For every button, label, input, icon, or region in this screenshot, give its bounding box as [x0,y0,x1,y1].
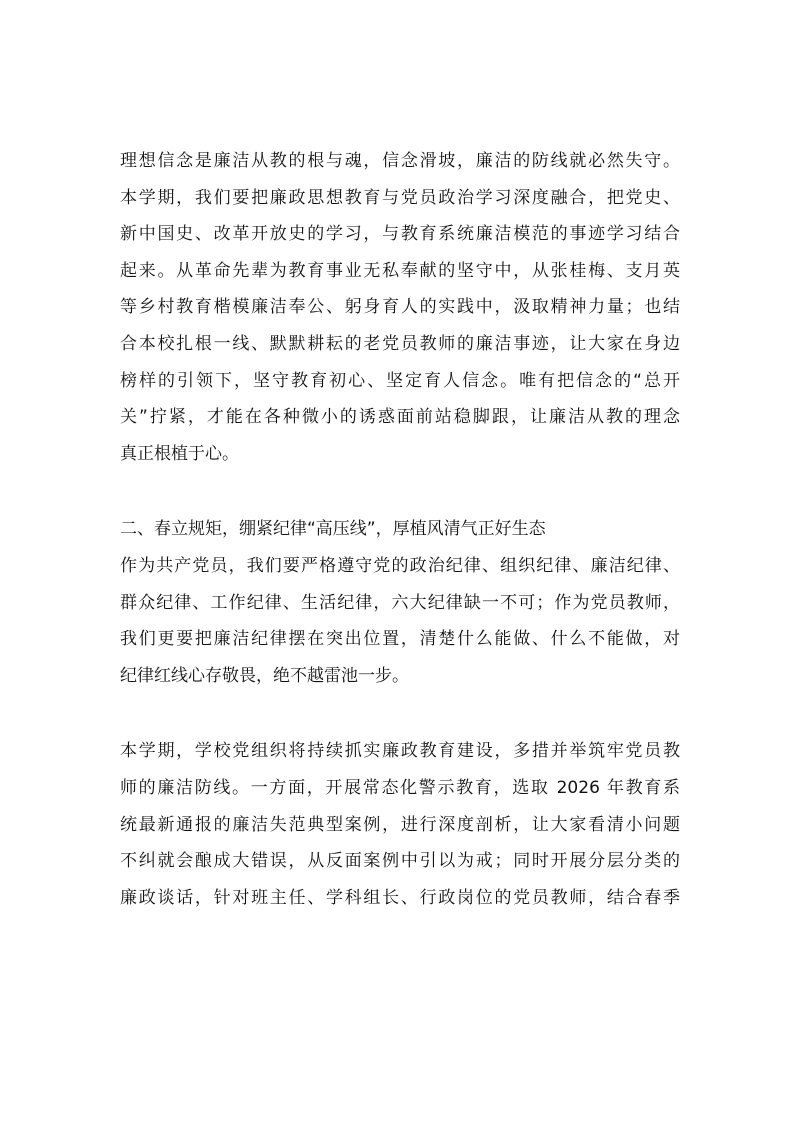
text-line: 真正根植于心。 [120,443,239,464]
text-line: 合本校扎根一线、默默耕耘的老党员教师的廉洁事迹，让大家在身边 [120,333,680,354]
text-line: 师的廉洁防线。一方面，开展常态化警示教育，选取 2026 年教育系 [120,777,680,798]
text-line: 廉政谈话，针对班主任、学科组长、行政岗位的党员教师，结合春季 [120,887,680,908]
text-line: 新中国史、改革开放史的学习，与教育系统廉洁模范的事迹学习结合 [120,224,680,245]
text-line: 统最新通报的廉洁失范典型案例，进行深度剖析，让大家看清小问题 [120,814,680,835]
paragraph-ideals [120,143,680,472]
paragraph-spacer [120,694,680,733]
text-line: 本学期，学校党组织将持续抓实廉政教育建设，多措并举筑牢党员教 [120,741,680,762]
text-line: 等乡村教育楷模廉洁奉公、躬身育人的实践中，汲取精神力量；也结 [120,297,680,318]
paragraph-semester-plan [120,733,680,916]
text-line: 理想信念是廉洁从教的根与魂，信念滑坡，廉洁的防线就必然失守。 [120,151,680,171]
text-line: 作为共产党员，我们要严格遵守党的政治纪律、组织纪律、廉洁纪律、 [120,555,680,576]
text-line: 本学期，我们要把廉政思想教育与党员政治学习深度融合，把党史、 [120,187,680,208]
paragraph-spacer [120,472,680,511]
document-body [120,143,680,916]
section-discipline [120,511,680,694]
section-heading: 二、春立规矩，绷紧纪律“高压线”，厚植风清气正好生态 [120,519,546,540]
text-line: 我们更要把廉洁纪律摆在突出位置，清楚什么能做、什么不能做，对 [120,629,680,650]
text-line: 起来。从革命先辈为教育事业无私奉献的坚守中，从张桂梅、支月英 [120,260,680,281]
text-line: 关”拧紧，才能在各种微小的诱惑面前站稳脚跟，让廉洁从教的理念 [120,407,680,428]
text-line: 榜样的引领下，坚守教育初心、坚定育人信念。唯有把信念的“总开 [120,370,680,391]
text-line: 群众纪律、工作纪律、生活纪律，六大纪律缺一不可；作为党员教师， [120,592,680,613]
text-line: 不纠就会酿成大错误，从反面案例中引以为戒；同时开展分层分类的 [120,851,680,872]
text-line: 纪律红线心存敬畏，绝不越雷池一步。 [120,665,409,686]
